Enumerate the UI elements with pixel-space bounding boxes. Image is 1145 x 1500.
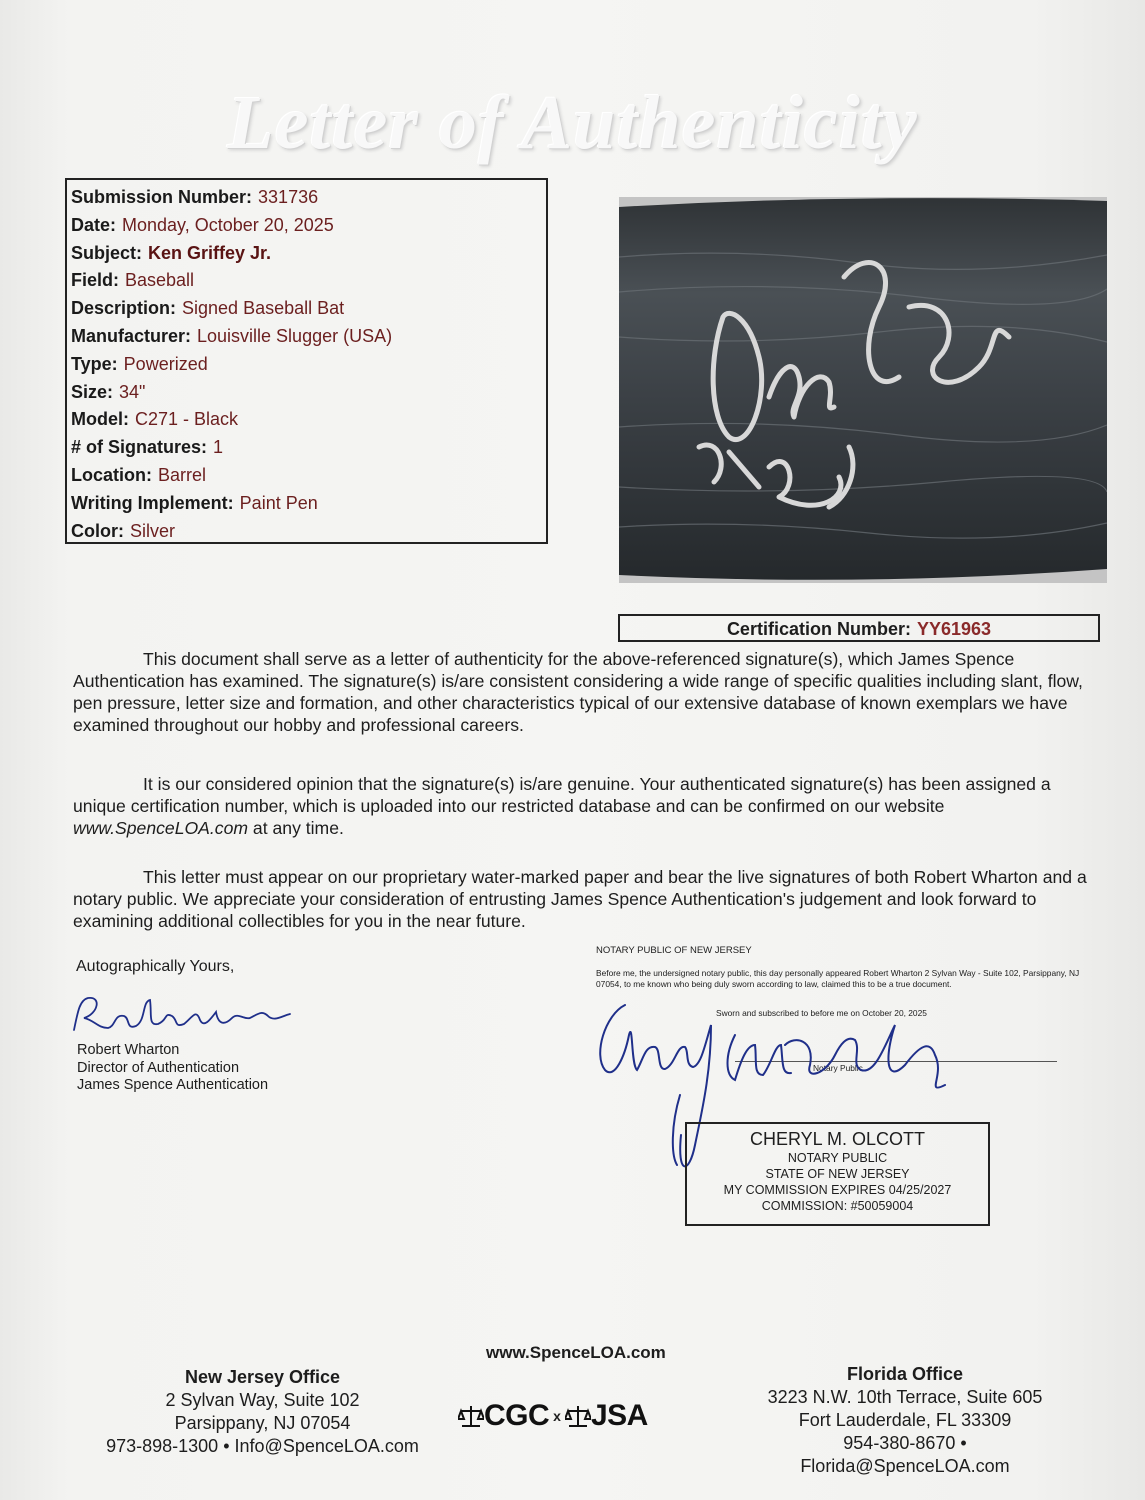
info-label: Subject:	[71, 242, 143, 263]
body-paragraph-1: This document shall serve as a letter of authenticity for the above-referenced signature(s), which James Spence Authentication has examined. The signature(s) is/are consistent considering a wide range of specific qualities including slant, flow, pen pressure, letter size and formation, and other characteristics typical of our extensive database of known exemplars we have examined throughout our hobby and professional careers.	[73, 649, 1083, 735]
submission-info-box	[65, 178, 548, 544]
certification-value: YY61963	[916, 619, 992, 639]
body-paragraph-2	[73, 773, 1093, 839]
stamp-state: STATE OF NEW JERSEY	[765, 1167, 910, 1181]
info-value: Monday, October 20, 2025	[122, 214, 334, 235]
info-row-date	[71, 212, 546, 240]
notary-sworn-line: Sworn and subscribed to before me on October 20, 2025	[716, 1008, 927, 1018]
stamp-title: NOTARY PUBLIC	[787, 1151, 888, 1165]
nj-office-line2: Parsippany, NJ 07054	[174, 1413, 351, 1433]
info-label: Model:	[71, 409, 129, 430]
closing-salutation: Autographically Yours,	[76, 958, 235, 975]
info-label: Type:	[71, 353, 118, 374]
info-value: 1	[213, 437, 224, 458]
website-link[interactable]: www.SpenceLOA.com	[73, 818, 249, 838]
info-value: Barrel	[158, 464, 207, 485]
bullet: •	[223, 1436, 230, 1456]
logo-cgc: CGC	[484, 1399, 550, 1432]
cgc-jsa-logo	[458, 1399, 648, 1433]
fl-office-title: Florida Office	[846, 1364, 963, 1384]
info-row-color	[71, 518, 546, 546]
info-value: C271 - Black	[135, 409, 239, 430]
info-label: Color:	[71, 520, 124, 541]
scale-icon	[565, 1404, 591, 1428]
info-row-description	[71, 295, 546, 323]
stamp-commission: COMMISSION: #50059004	[761, 1199, 914, 1213]
notary-line-label: Notary Public	[813, 1063, 863, 1073]
info-value: Louisville Slugger (USA)	[197, 325, 393, 346]
nj-office-title: New Jersey Office	[184, 1367, 341, 1387]
info-label: Description:	[71, 298, 177, 319]
info-label: Date:	[71, 214, 117, 235]
info-row-model	[71, 406, 546, 434]
stamp-name: CHERYL M. OLCOTT	[749, 1129, 926, 1149]
logo-jsa: JSA	[590, 1399, 648, 1432]
fl-office	[745, 1363, 1065, 1478]
info-value: 34"	[119, 381, 146, 402]
nj-email[interactable]: Info@SpenceLOA.com	[234, 1436, 419, 1456]
paragraph-2-text: It is our considered opinion that the signature(s) is/are genuine. Your authenticated signature(s) has been assigned a unique certification number, which is uploaded into our restricted database and can be confirmed on our website	[73, 774, 1051, 816]
info-value: Powerized	[123, 353, 208, 374]
info-value: 331736	[258, 187, 319, 207]
info-row-signatures	[71, 434, 546, 462]
info-label: Submission Number:	[71, 187, 253, 207]
info-label: # of Signatures:	[71, 437, 208, 458]
fl-phone[interactable]: 954-380-8670	[843, 1433, 956, 1453]
nj-phone[interactable]: 973-898-1300	[106, 1436, 219, 1456]
nj-office-contact	[95, 1435, 430, 1458]
info-value: Signed Baseball Bat	[182, 298, 345, 319]
info-row-implement	[71, 490, 546, 518]
stamp-expires: MY COMMISSION EXPIRES 04/25/2027	[723, 1183, 952, 1197]
fl-email[interactable]: Florida@SpenceLOA.com	[800, 1456, 1010, 1476]
fl-office-contact	[745, 1432, 1065, 1478]
info-label: Size:	[71, 381, 114, 402]
logo-x: x	[553, 1408, 561, 1424]
info-label: Field:	[71, 270, 119, 291]
scale-icon	[458, 1404, 484, 1428]
signer-role: Director of Authentication	[77, 1059, 240, 1076]
info-value: Ken Griffey Jr.	[148, 242, 272, 263]
signed-bat-photo	[619, 197, 1107, 583]
info-row-type	[71, 351, 546, 379]
info-row-subject	[71, 240, 546, 268]
certification-number-box	[618, 614, 1100, 642]
document-title: Letter of Authenticity	[227, 81, 918, 165]
info-row-submission	[71, 184, 546, 212]
notary-stamp	[685, 1122, 990, 1226]
notary-statement: Before me, the undersigned notary public, this day personally appeared Robert Wharton 2 Sylvan Way - Suite 102, Parsippany, NJ 07054, to me known who being duly sworn according to law, claimed this to be a true document.	[596, 968, 1080, 989]
info-label: Location:	[71, 464, 152, 485]
fl-office-line1: 3223 N.W. 10th Terrace, Suite 605	[767, 1387, 1043, 1407]
signer-company: James Spence Authentication	[77, 1077, 269, 1093]
info-value: Baseball	[125, 270, 195, 291]
certification-label: Certification Number:	[726, 619, 911, 639]
info-row-location	[71, 462, 546, 490]
paragraph-2-tail: at any time.	[248, 818, 344, 838]
body-paragraph-3: This letter must appear on our proprietary water-marked paper and bear the live signatures of both Robert Wharton and a notary public. We appreciate your consideration of entrusting James Spence Authentication's judgement and look forward to examining additional collectibles for you in the near future.	[73, 867, 1087, 931]
info-label: Manufacturer:	[71, 325, 192, 346]
robert-wharton-signature	[68, 990, 298, 1040]
nj-office-line1: 2 Sylvan Way, Suite 102	[165, 1390, 360, 1410]
info-row-manufacturer	[71, 323, 546, 351]
info-row-size	[71, 379, 546, 407]
signer-name: Robert Wharton	[77, 1042, 180, 1058]
info-label: Writing Implement:	[71, 492, 234, 513]
signer-block	[77, 1042, 268, 1095]
info-row-field	[71, 267, 546, 295]
fl-office-line2: Fort Lauderdale, FL 33309	[798, 1410, 1012, 1430]
info-value: Paint Pen	[239, 492, 318, 513]
bat-image-graphic	[619, 197, 1107, 583]
footer-website[interactable]: www.SpenceLOA.com	[486, 1343, 666, 1362]
nj-office	[95, 1366, 430, 1458]
notary-heading: NOTARY PUBLIC OF NEW JERSEY	[596, 945, 752, 956]
bullet: •	[960, 1433, 967, 1453]
info-value: Silver	[130, 520, 176, 541]
